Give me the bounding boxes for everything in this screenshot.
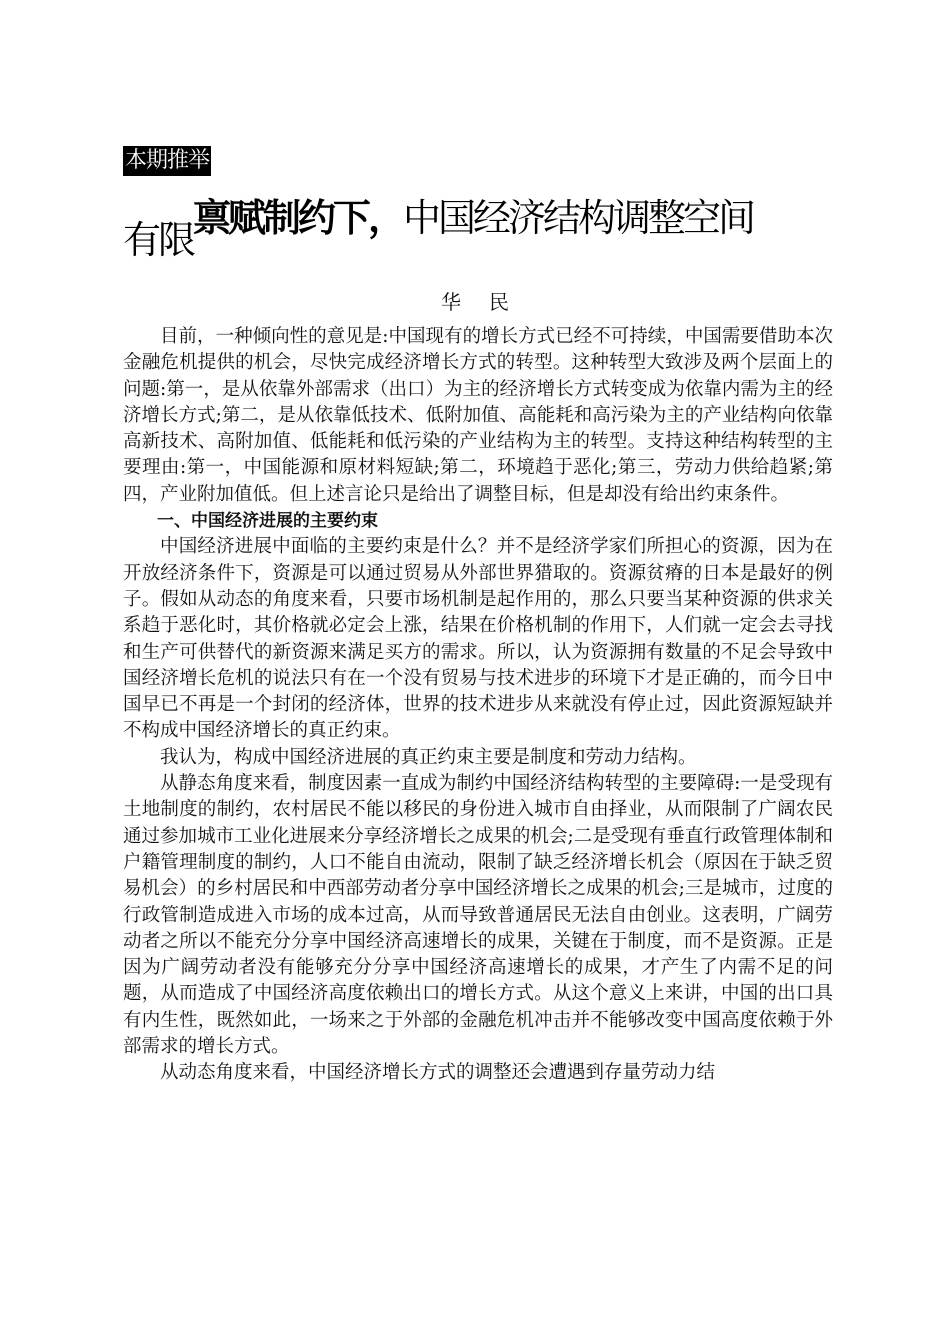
column-label: 本期推举 xyxy=(123,146,211,176)
title-bold: 禀赋制约下， xyxy=(193,196,404,240)
paragraph: 中国经济进展中面临的主要约束是什么？并不是经济学家们所担心的资源，因为在开放经济条件下，资源是可以通过贸易从外部世界猎取的。资源贫瘠的日本是最好的例子。假如从动态的角度来看，只要市场机制是起作用的，那么只要当某种资源的供求关系趋于恶化时，其价格就必定会上涨，结果在价格机制的作用下，人们就一定会去寻找和生产可供替代的新资源来满足买方的需求。所以，认为资源拥有数量的不足会导致中国经济增长危机的说法只有在一个没有贸易与技术进步的环境下才是正确的，而今日中国早已不再是一个封闭的经济体，世界的技术进步从来就没有停止过，因此资源短缺并不构成中国经济增长的真正约束。 xyxy=(123,536,833,742)
paragraph: 从静态角度来看，制度因素一直成为制约中国经济结构转型的主要障碍:一是受现有土地制度的制约，农村居民不能以移民的身份进入城市自由择业，从而限制了广阔农民通过参加城市工业化进展来分享经济增长之成果的机会;二是受现有垂直行政管理体制和户籍管理制度的制约，人口不能自由流动，限制了缺乏经济增长机会（原因在于缺乏贸易机会）的乡村居民和中西部劳动者分享中国经济增长之成果的机会;三是城市，过度的行政管制造成进入市场的成本过高，从而导致普通居民无法自由创业。这表明，广阔劳动者之所以不能充分分享中国经济高速增长的成果，关键在于制度，而不是资源。正是因为广阔劳动者没有能够充分分享中国经济高速增长的成果，才产生了内需不足的问题，从而造成了中国经济高度依赖出口的增长方式。从这个意义上来讲，中国的出口具有内生性，既然如此，一场来之于外部的金融危机冲击并不能够改变中国高度依赖于外部需求的增长方式。 xyxy=(123,773,833,1058)
author-name: 华民 xyxy=(441,290,537,314)
article-body xyxy=(123,324,833,1087)
article-title xyxy=(123,196,853,262)
paragraph: 从动态角度来看，中国经济增长方式的调整还会遭遇到存量劳动力结 xyxy=(160,1062,716,1084)
paragraph: 我认为，构成中国经济进展的真正约束主要是制度和劳动力结构。 xyxy=(160,746,697,768)
title-lead: 有限 xyxy=(123,218,194,262)
section-heading: 一、中国经济进展的主要约束 xyxy=(157,511,378,532)
paragraph-intro: 目前，一种倾向性的意见是:中国现有的增长方式已经不可持续，中国需要借助本次金融危机提供的机会，尽快完成经济增长方式的转型。这种转型大致涉及两个层面上的问题:第一，是从依靠外部需求（出口）为主的经济增长方式转变成为依靠内需为主的经济增长方式;第二，是从依靠低技术、低附加值、高能耗和高污染为主的产业结构向依靠高新技术、高附加值、低能耗和低污染的产业结构为主的转型。支持这种结构转型的主要理由:第一，中国能源和原材料短缺;第二，环境趋于恶化;第三，劳动力供给趋紧;第四，产业附加值低。但上述言论只是给出了调整目标，但是却没有给出约束条件。 xyxy=(123,326,833,505)
title-rest: 中国经济结构调整空间 xyxy=(403,196,754,240)
